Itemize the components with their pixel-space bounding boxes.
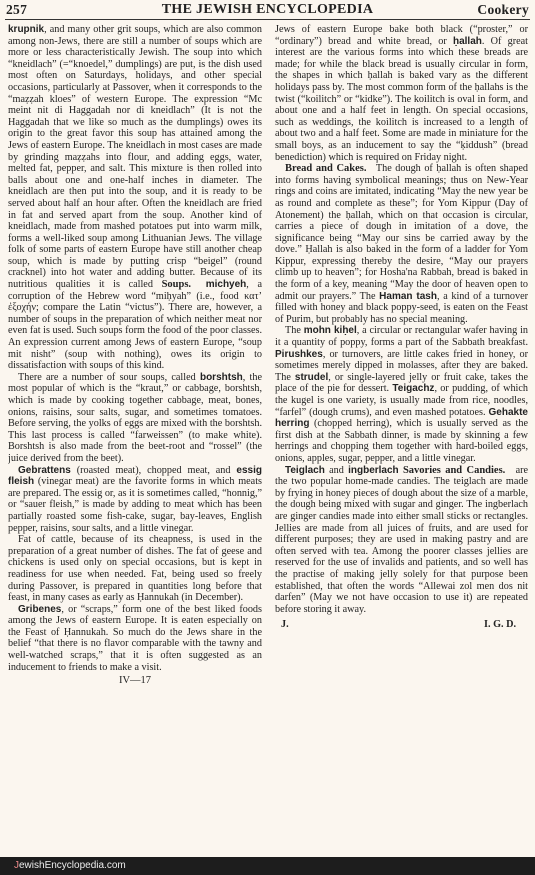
term-gribenes: Gribenes <box>18 603 62 615</box>
term-krupnik: krupnik <box>8 24 45 35</box>
signature-right: I. G. D. <box>484 619 516 631</box>
term-borshtsh: borshtsh <box>199 371 243 383</box>
paragraph-gribenes: Gribenes, or “scraps,” form one of the best liked foods among the Jews of eastern Europe. It is eaten especially on the Feast of Ḥannukah. So much do the Jews share in the belief “that there is no flavor comparable with the tawny and well-watched scraps,” that it is often suggested as an inducement to friends to make a visit. <box>8 603 262 673</box>
term-haman-tash: Haman tash <box>379 290 437 302</box>
side-heading-soups: Soups. <box>161 279 192 291</box>
term-essig-fleish: essig fleish <box>8 464 262 488</box>
paragraph-fat: Fat of cattle, because of its cheapness, is used in the preparation of a great number of dishes. The fat of geese and chickens is used only on special occasions, but is kept in readiness for use when needed. Fat, being used so freely during Passover, is prepared in quantities long before that feast, in many cases as early as Ḥannukah (in December). <box>8 534 262 604</box>
paragraph-meats: Gebrattens (roasted meat), chopped meat, and essig fleish (vinegar meat) are the favorite forms in which meats are prepared. The essig or, as it is sometimes called, “honnig,” or “sauer fleish,” is made by adding to meat which has been partially roasted some fish-cake, sugar, bay-leaves, English pepper, raisins, sour salts, and a little vinegar. <box>8 464 262 534</box>
paragraph-cakes: The mohn kiḥel, a circular or rectangular wafer having in it a quantity of poppy, forms a part of the Sabbath breakfast. Pirushkes, or turnovers, are little cakes fried in honey, or sometimes merely dipped in molasses, after they are baked. The strudel, or single-layered jelly or fruit cake, takes the place of the pie for dessert. Teigachz, or pudding, of which the kugel is one variety, is usually made from rice, noodles, “farfel” (dough crums), and even mashed potatoes. Gehakte herring (chopped herring), which is usually served as the first dish at the Sabbath dinner, is made by skinning a few herrings and chopping them together with hard-boiled eggs, onions, apples, sugar, pepper, and a little vinegar. <box>275 325 528 464</box>
running-keyword: Cookery <box>477 2 529 17</box>
signature-mark: IV—17 <box>118 675 152 687</box>
footer-bar <box>0 857 535 875</box>
running-title: THE JEWISH ENCYCLOPEDIA <box>161 2 374 17</box>
left-column <box>8 24 262 844</box>
term-gehakte-herring: Gehakte herring <box>275 406 528 430</box>
author-signatures <box>275 619 528 631</box>
right-column <box>275 24 528 844</box>
term-teigachz: Teigachz <box>392 383 435 395</box>
term-mohn-kihel: mohn kiḥel <box>303 325 357 337</box>
paragraph-candies: Teiglach and ingberlach Savories and Candies. are the two popular home-made candies. The teiglach are made by frying in honey pieces of dough about the size of a marble, the dough being mixed with sugar and ginger. The ingberlach are ginger candies made into either small sticks or rectangles. Jellies are made from all juices of fruits, and are used for different purposes; they are used in making pastry and are often served with tea. Among the poorer classes jellies are reserved for the use of invalids and patients, and so well has the practise of making jelly solely for that purpose been established, that often the words “Allewai zol men dos nit darfen” (May we not have occasion to use it) are repeated before storing it away. <box>275 464 528 615</box>
term-pirushkes: Pirushkes <box>275 348 323 360</box>
term-ingberlach: ingberlach <box>348 464 399 476</box>
side-heading-bread: Bread and Cakes. <box>285 163 367 175</box>
footer-link[interactable]: JewishEncyclopedia.com <box>14 860 126 871</box>
side-heading-savories: Savories and Candies. <box>402 464 506 476</box>
term-teiglach: Teiglach <box>285 464 325 476</box>
page-header <box>6 2 529 18</box>
term-gebrattens: Gebrattens <box>18 464 71 476</box>
signature-left: J. <box>281 619 289 631</box>
paragraph-soups: krupnik, and many other grit soups, which are also common among non-Jews, there are still a number of soups which are more or less characteristically Jewish. The soup into which “kneidlach” (=“knoedel,” dumplings) are put, is the dish used most often on Saturdays, holidays, and other special occasions, particularly at Passover, when it corresponds to the “maẓẓah kloes” of western Europe. The expression “Mc meint nit di Haggadah nor di kneidlach” (It is not the Haggadah that we like so much as the dumplings) owes its origin to the great favor this soup has attained among the Jews of eastern Europe. The kneidlach in most cases are made by grinding maẓẓahs into flour, and adding eggs, water, melted fat, pepper, and salt. This mixture is then rolled into balls about one and one-half inches in diameter. The kneidlach are then put into the soup, and it is ready to be served about half an hour after. Often the kneidlach are fried in fat and served apart from the soup. Another kind of kneidlach, made from mashed potatoes put into warm milk, forms a well-liked soup among Lithuanian Jews. The village folk of some parts of eastern Europe have still another cheap soup, which is made by putting crisp “beigel” (round cracknel) into hot water and adding butter. Because of its nutritious qualities it is called Soups. michyeh, a corruption of the Hebrew word “miḥyah” (i.e., food κατ’ ἐξοχήν; compare the Latin “victus”). There are, however, a number of soups in the preparation of which neither meat nor even fat is used. Such soups form the food of the poor classes. An expression current among Jews of eastern Europe, “soup mit nisht” (soup with nothing), owes its origin to dissatisfaction with soups of this kind. <box>8 24 262 372</box>
page-number: 257 <box>6 2 28 17</box>
term-hallah: ḥallah <box>452 35 482 47</box>
paragraph-borshtsh: There are a number of sour soups, called borshtsh, the most popular of which is the “kraut,” or cabbage, borshtsh, which is made by cooking together cabbage, meat, bones, onions, raisins, sour salts, sugar, and sometimes tomatoes. Before serving, the yolks of eggs are mixed with the borshtsh. This last process is called “farweissen” (to make white). Borshtsh is also made from the beet-root and “rossel” (the juice derived from the beet). <box>8 371 262 464</box>
term-strudel: strudel <box>294 371 329 383</box>
paragraph-hallah-forms: Bread and Cakes. The dough of ḥallah is often shaped into forms having symbolical meanings; thus on New-Year rings and coins are imitated, indicating “May the new year be as round and complete as these”; for Yom Kippur (Day of Atonement) the ḥallah, which on that occasion is circular, carries a piece of dough in imitation of a dove, the significance being “May our sins be carried away by the dove.” Ḥallah is also baked in the form of a ladder for Yom Kippur, expressing thereby the desire, “May our prayers climb up to heaven”; for Hosha'na Rabbah, bread is baked in the form of a key, meaning “May the door of heaven open to admit our prayers.” The Haman tash, a kind of a turnover filled with honey and black poppy-seed, is eaten on the Feast of Purim, but probably has no special meaning. <box>275 163 528 325</box>
paragraph-bread: Jews of eastern Europe bake both black (“proster,” or “ordinary”) bread and white bread, or ḥallah. Of great interest are the various forms into which these breads are made; for while the black bread is usually circular in form, the shapes in which ḥallah is baked vary as the different holidays pass by. The most common form of the ḥallahs is the twist (“koilitch” or “kidke”). The koilitch is oval in form, and about one and a half feet in length. On special occasions, such as weddings, the koilitch is increased to a length of about two and a half feet. Some are made in miniature for the small boys, as an inducement to say the “ḳiddush” (bread benediction) which is required on Friday night. <box>275 24 528 163</box>
header-rule <box>5 19 530 20</box>
term-michyeh: michyeh <box>205 279 247 291</box>
